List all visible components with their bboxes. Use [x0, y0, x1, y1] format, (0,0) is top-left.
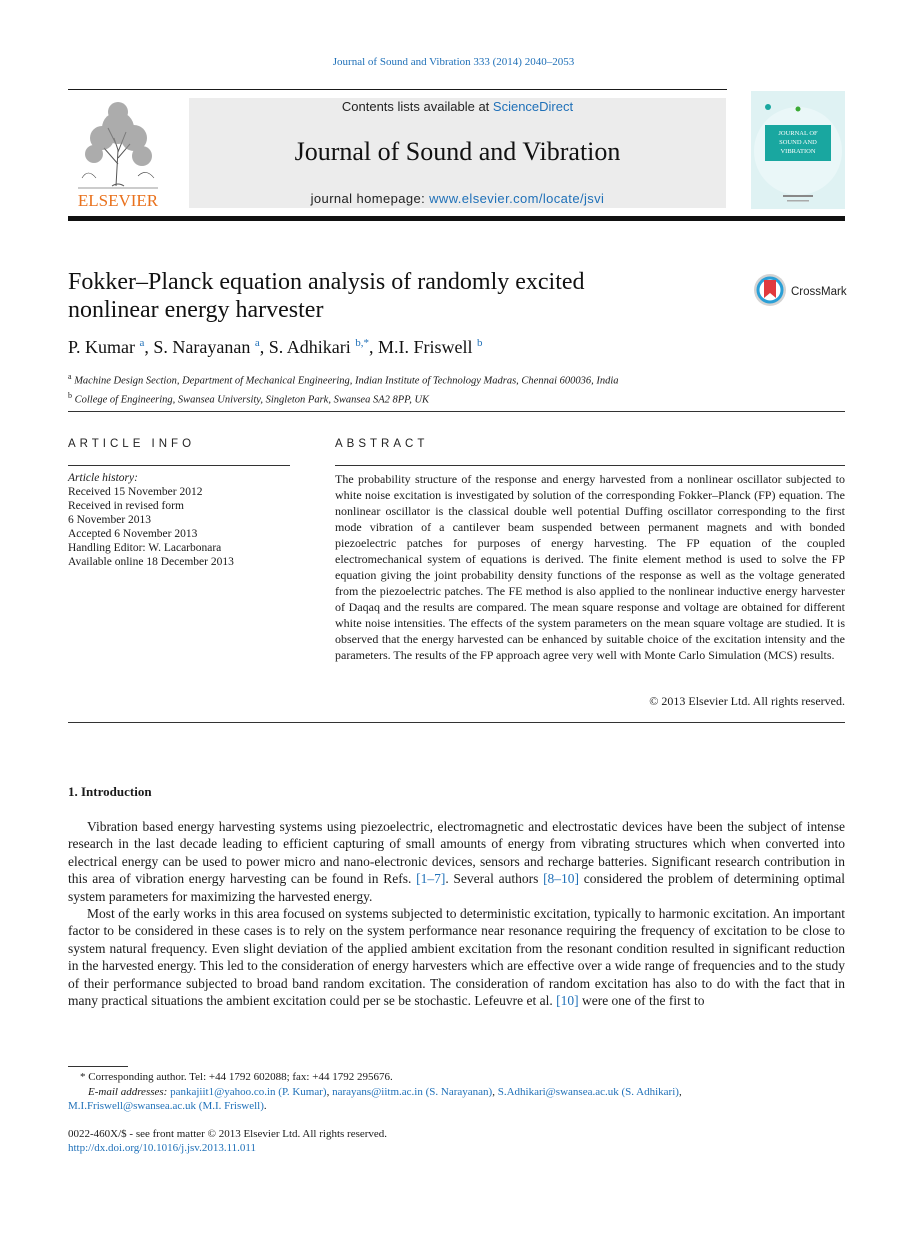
title-line-1: Fokker–Planck equation analysis of randomly excited	[68, 269, 585, 295]
divider	[68, 722, 845, 723]
doi-link[interactable]: http://dx.doi.org/10.1016/j.jsv.2013.11.011	[68, 1142, 257, 1154]
corresponding-author-note: * Corresponding author. Tel: +44 1792 602088; fax: +44 1792 295676.	[80, 1071, 393, 1083]
journal-cover-thumbnail[interactable]	[751, 91, 845, 209]
history-line: Handling Editor: W. Lacarbonara	[68, 542, 222, 554]
author-affiliation-mark[interactable]: b	[477, 337, 483, 349]
history-title: Article history:	[68, 472, 138, 484]
email-link[interactable]: pankajiit1@yahoo.co.in	[170, 1085, 276, 1098]
cover-title-line-1: JOURNAL OF	[778, 130, 818, 137]
running-head[interactable]: Journal of Sound and Vibration 333 (2014) 2040–2053	[332, 56, 575, 68]
author-name[interactable]: S. Narayanan	[153, 337, 251, 357]
email-addresses: E-mail addresses: pankajiit1@yahoo.co.in (P. Kumar), narayans@iitm.ac.in (S. Narayanan), S.Adhikari@swansea.ac.uk (S. Adhikari),	[88, 1085, 682, 1098]
email-link[interactable]: narayans@iitm.ac.in	[332, 1085, 423, 1098]
header-rule	[68, 89, 727, 90]
footnotes	[68, 1070, 845, 1114]
citation-link[interactable]: [8–10]	[543, 871, 580, 887]
email-link[interactable]: S.Adhikari@swansea.ac.uk	[497, 1085, 619, 1098]
footnote-rule	[68, 1066, 128, 1067]
author-affiliation-mark[interactable]: b,*	[355, 337, 370, 349]
abstract-text: The probability structure of the response and energy harvested from a nonlinear oscillator subjected to white noise excitation is investigated by solution of the corresponding Fokker–Planck (FP) equation. The nonlinear oscillator is the classical double well potential Duffing oscillator corresponding to the first mode vibration of a cantilever beam suspended between permanent magnets and with bonded piezoelectric patches for purposes of energy harvesting. The FP equation of the coupled electromechanical system of equations is derived. The finite element method is used to solve the FP equation giving the joint probability density functions of the response as well as the voltage generated from the piezoelectric patches. The FE method is also applied to the nonlinear inductive energy harvester of Daqaq and the results are compared. The mean square response and voltage are obtained for different white noise intensities. The effects of the system parameters on the mean square voltage are studied. It is observed that the energy harvested can be enhanced by suitable choice of the excitation intensity and the parameters. The results of the FP approach agree very well with Monte Carlo Simulation (MCS) results.	[335, 472, 845, 662]
history-line: Accepted 6 November 2013	[68, 528, 198, 540]
title-line-2: nonlinear energy harvester	[68, 297, 324, 323]
journal-name[interactable]: Journal of Sound and Vibration	[294, 137, 621, 166]
page-footer	[68, 1127, 845, 1155]
homepage-line: journal homepage: www.elsevier.com/locate/jsvi	[310, 191, 605, 206]
divider	[335, 465, 845, 466]
author-list: P. Kumar $^a$, S. Narayanan $^a$, S. Adhikari $^{b,*}$, M.I. Friswell $^b$	[68, 337, 483, 357]
article-title	[68, 268, 708, 324]
citation-link[interactable]: [1–7]	[416, 871, 446, 887]
author-name[interactable]: M.I. Friswell	[378, 337, 473, 357]
journal-homepage-link[interactable]: www.elsevier.com/locate/jsvi	[429, 191, 605, 206]
journal-cover-image	[751, 91, 845, 209]
elsevier-logo[interactable]	[68, 98, 168, 210]
abstract-copyright: © 2013 Elsevier Ltd. All rights reserved.	[649, 694, 845, 708]
divider	[68, 465, 290, 466]
author-affiliation-mark[interactable]: a	[139, 337, 145, 349]
sciencedirect-link[interactable]: ScienceDirect	[492, 99, 574, 114]
history-line: Available online 18 December 2013	[68, 556, 234, 568]
article-info-heading: ARTICLE INFO	[68, 438, 196, 450]
cover-title-line-3: VIBRATION	[780, 148, 816, 155]
contents-line: Contents lists available at ScienceDirect	[341, 99, 574, 114]
history-line: Received 15 November 2012	[68, 486, 203, 498]
author-affiliation-mark[interactable]: a	[254, 337, 260, 349]
intro-paragraph-1: Vibration based energy harvesting systems using piezoelectric, electromagnetic and electrostatic devices have been the subject of intense research in the last decade leading to efficient capturing of small amounts of energy from vibrating structures which when converted into electrical energy can be used to power micro and nano-electronic devices, sensors and recharge batteries. Significant research contribution in this area of vibration energy harvesting can be found in Refs. [1–7]. Several authors [8–10] considered the problem of determining optimal system parameters for maximizing the harvested energy.	[68, 819, 845, 904]
intro-paragraph-2: Most of the early works in this area focused on systems subjected to deterministic excitation, typically to harmonic excitation. An important factor to be considered in these cases is to rely on the system performance near resonance requiring the frequency of excitation to be close to system natural frequency. Even slight deviation of the applied ambient excitation from the resonant condition resulted in significant reduction in the harvested energy. This led to the consideration of energy harvesters which are effective over a wide range of frequencies and to the study of their performance subjected to broad band random excitation. The consideration of random excitation has also to do with the fact that in many practical situations the ambient excitation could per se be stochastic. Lefeuvre et al. [10] were one of the first to	[68, 906, 845, 1009]
crossmark-badge[interactable]	[752, 272, 848, 308]
affiliation-b: $^b$ College of Engineering, Swansea University, Singleton Park, Swansea SA2 8PP, UK	[68, 390, 430, 405]
issn-line: 0022-460X/$ - see front matter © 2013 Elsevier Ltd. All rights reserved.	[68, 1128, 388, 1140]
crossmark-label: CrossMark	[791, 286, 847, 298]
email-link[interactable]: M.I.Friswell@swansea.ac.uk	[68, 1100, 197, 1112]
abstract-heading: ABSTRACT	[335, 438, 429, 450]
history-line: 6 November 2013	[68, 514, 152, 526]
affiliation-a: $^a$ Machine Design Section, Department of Mechanical Engineering, Indian Institute of Technology Madras, Chennai 600036, India	[68, 372, 619, 387]
article-history	[68, 471, 298, 569]
affiliations	[68, 370, 828, 407]
history-line: Received in revised form	[68, 500, 184, 512]
header-thick-rule	[68, 216, 845, 221]
citation-link[interactable]: [10]	[556, 993, 579, 1009]
section-heading-introduction: 1. Introduction	[68, 784, 152, 799]
author-name[interactable]: S. Adhikari	[268, 337, 351, 357]
divider	[68, 411, 845, 412]
email-addresses-cont: M.I.Friswell@swansea.ac.uk (M.I. Friswell).	[68, 1100, 267, 1112]
crossmark-icon	[752, 272, 848, 308]
elsevier-wordmark: ELSEVIER	[77, 191, 159, 210]
elsevier-tree-icon	[68, 98, 168, 210]
cover-title-line-2: SOUND AND	[779, 139, 817, 146]
author-name[interactable]: P. Kumar	[68, 337, 135, 357]
